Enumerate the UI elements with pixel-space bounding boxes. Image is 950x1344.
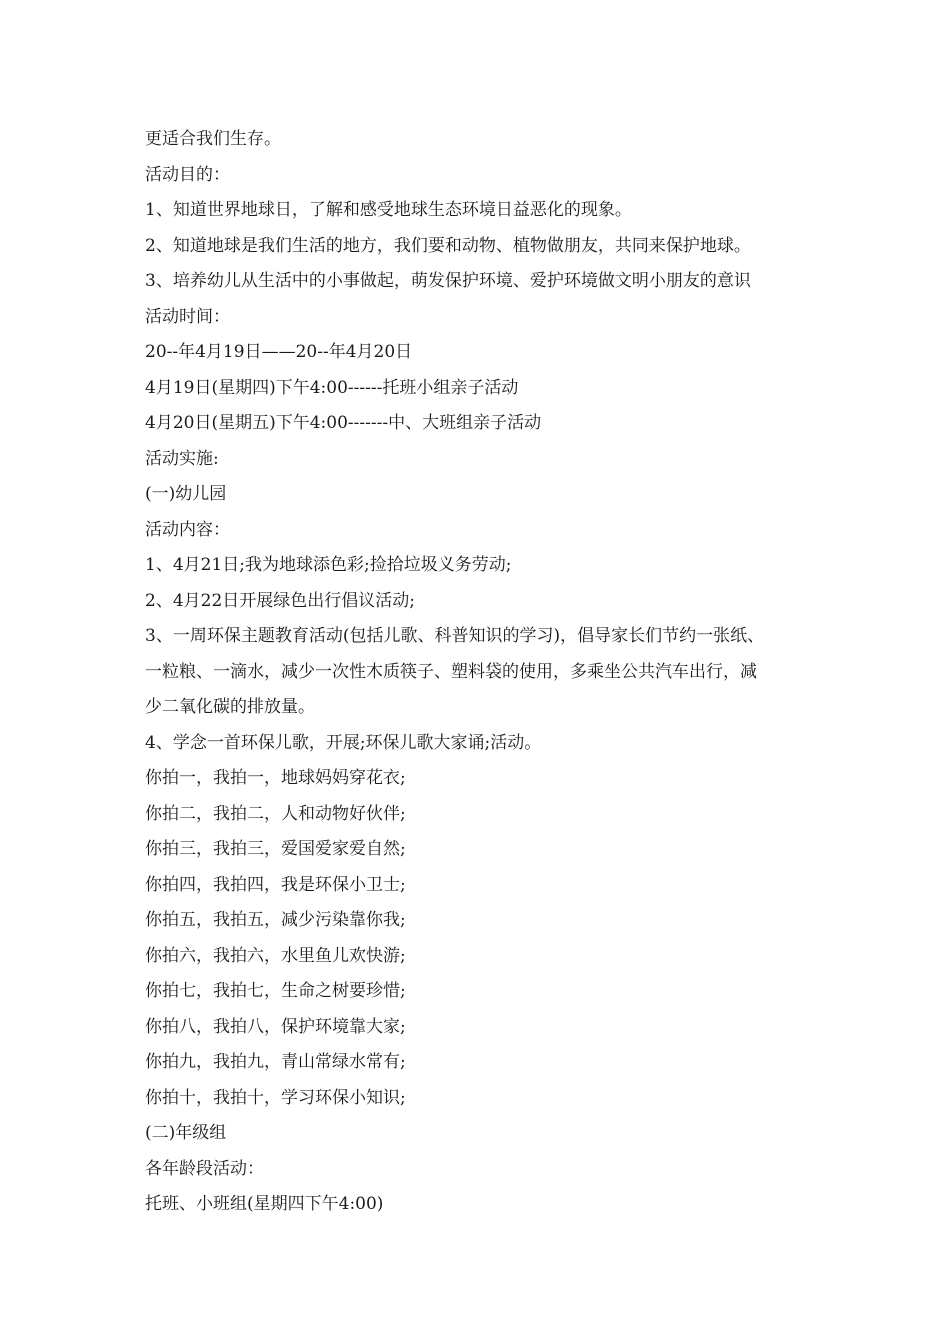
- section-heading-implementation: 活动实施:: [145, 448, 219, 469]
- paragraph-line: 更适合我们生存。: [145, 129, 281, 149]
- rhyme-line-7: 你拍七，我拍七，生命之树要珍惜;: [145, 981, 406, 1001]
- rhyme-line-1: 你拍一，我拍一，地球妈妈穿花衣;: [145, 768, 406, 788]
- time-item-1: 4月19日(星期四)下午4:00------托班小组亲子活动: [145, 377, 519, 398]
- section-heading-age-activities: 各年龄段活动：: [145, 1158, 264, 1179]
- age-group-toddler-small: 托班、小班组(星期四下午4:00): [145, 1194, 384, 1214]
- rhyme-line-9: 你拍九，我拍九，青山常绿水常有;: [145, 1052, 406, 1072]
- rhyme-line-3: 你拍三，我拍三，爱国爱家爱自然;: [145, 839, 406, 859]
- subsection-grade-group: (二)年级组: [145, 1123, 227, 1143]
- content-item-4: 4、学念一首环保儿歌，开展;环保儿歌大家诵;活动。: [145, 732, 542, 753]
- rhyme-line-10: 你拍十，我拍十，学习环保小知识;: [145, 1087, 406, 1108]
- content-item-3-line-2: 一粒粮、一滴水，减少一次性木质筷子、塑料袋的使用，多乘坐公共汽车出行，减: [145, 661, 757, 682]
- section-heading-time: 活动时间：: [145, 306, 230, 327]
- rhyme-line-2: 你拍二，我拍二，人和动物好伙伴;: [145, 803, 406, 824]
- content-item-3-line-3: 少二氧化碳的排放量。: [145, 697, 315, 717]
- subsection-kindergarten: (一)幼儿园: [145, 484, 227, 504]
- time-item-2: 4月20日(星期五)下午4:00-------中、大班组亲子活动: [145, 413, 542, 433]
- content-item-2: 2、4月22日开展绿色出行倡议活动;: [145, 590, 415, 611]
- time-range: 20--年4月19日——20--年4月20日: [145, 342, 413, 362]
- document-body: [145, 122, 825, 1223]
- section-heading-purpose: 活动目的：: [145, 164, 230, 185]
- content-item-3-line-1: 3、一周环保主题教育活动(包括儿歌、科普知识的学习)，倡导家长们节约一张纸、: [145, 626, 765, 646]
- rhyme-line-5: 你拍五，我拍五，减少污染靠你我;: [145, 910, 406, 930]
- purpose-item-2: 2、知道地球是我们生活的地方，我们要和动物、植物做朋友，共同来保护地球。: [145, 235, 751, 256]
- purpose-item-3: 3、培养幼儿从生活中的小事做起，萌发保护环境、爱护环境做文明小朋友的意识: [145, 271, 751, 291]
- purpose-item-1: 1、知道世界地球日，了解和感受地球生态环境日益恶化的现象。: [145, 200, 632, 220]
- section-heading-content: 活动内容：: [145, 519, 230, 540]
- rhyme-line-4: 你拍四，我拍四，我是环保小卫士;: [145, 874, 406, 895]
- content-item-1: 1、4月21日;我为地球添色彩;捡拾垃圾义务劳动;: [145, 555, 512, 575]
- rhyme-line-6: 你拍六，我拍六，水里鱼儿欢快游;: [145, 945, 406, 966]
- rhyme-line-8: 你拍八，我拍八，保护环境靠大家;: [145, 1016, 406, 1037]
